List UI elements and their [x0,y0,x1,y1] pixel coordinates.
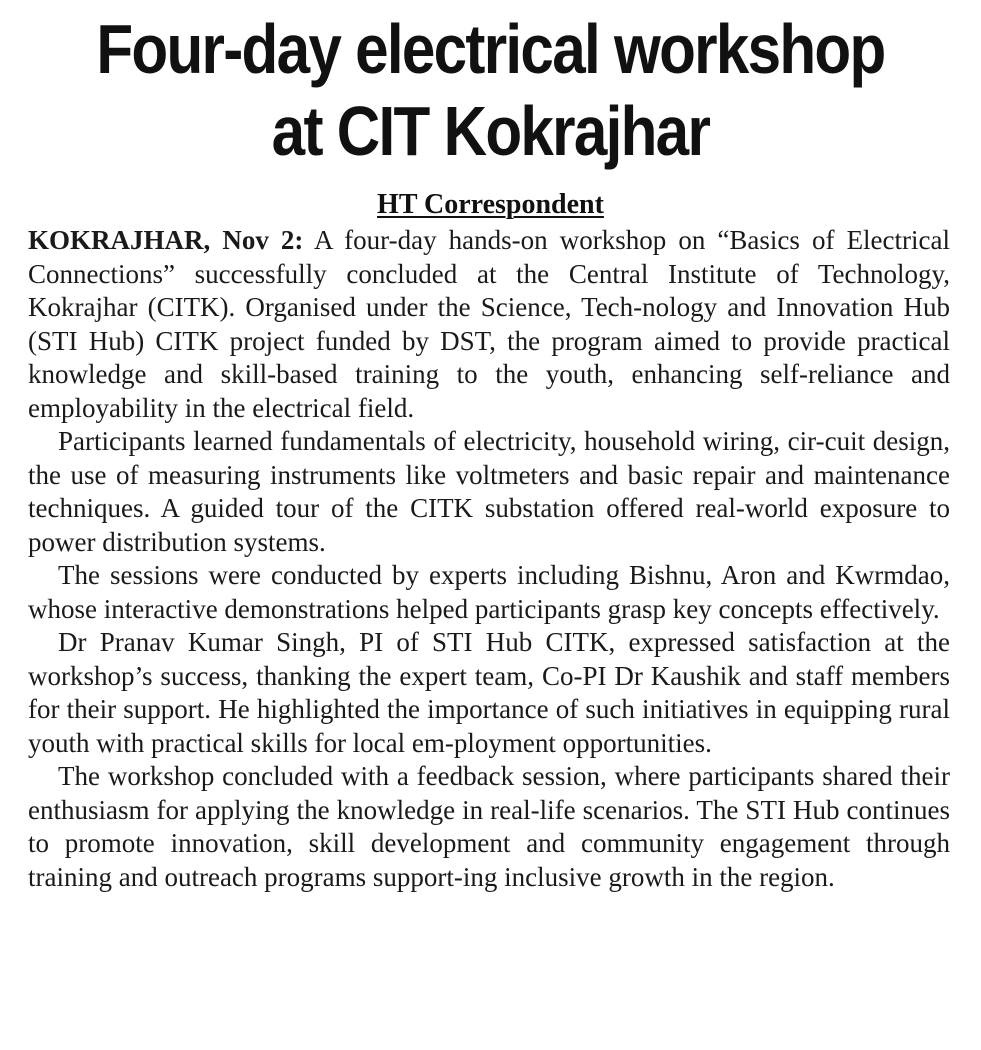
headline: Four-day electrical workshop at CIT Kokrajhar [96,10,885,170]
byline: HT Correspondent [377,189,604,220]
paragraph-1 [28,224,950,425]
paragraph-1-text: A four-day hands-on workshop on “Basics of Electrical Connections” successfully concluded at the Central Institute of Technology, Kokrajhar (CITK). Organised under the Science, Tech-nology and Innovation Hub (STI Hub) CITK project funded by DST, the program aimed to provide practical knowledge and skill-based training to the youth, enhancing self-reliance and employability in the electrical field. [28,225,950,423]
paragraph-5: The workshop concluded with a feedback session, where participants shared their enthusiasm for applying the knowledge in real-life scenarios. The STI Hub continues to promote innovation, skill development and community engagement through training and outreach programs support-ing inclusive growth in the region. [28,761,950,892]
paragraph-4: Dr Pranav Kumar Singh, PI of STI Hub CITK, expressed satisfaction at the workshop’s success, thanking the expert team, Co-PI Dr Kaushik and staff members for their support. He highlighted the importance of such initiatives in equipping rural youth with practical skills for local em-ployment opportunities. [28,627,950,758]
dateline: KOKRAJHAR, Nov 2: [28,225,304,255]
article-body [28,224,950,894]
paragraph-2: Participants learned fundamentals of electricity, household wiring, cir-cuit design, the use of measuring instruments like voltmeters and basic repair and maintenance techniques. A guided tour of the CITK substation offered real-world exposure to power distribution systems. [28,426,950,557]
paragraph-3: The sessions were conducted by experts including Bishnu, Aron and Kwrmdao, whose interactive demonstrations helped participants grasp key concepts effectively. [28,560,950,624]
